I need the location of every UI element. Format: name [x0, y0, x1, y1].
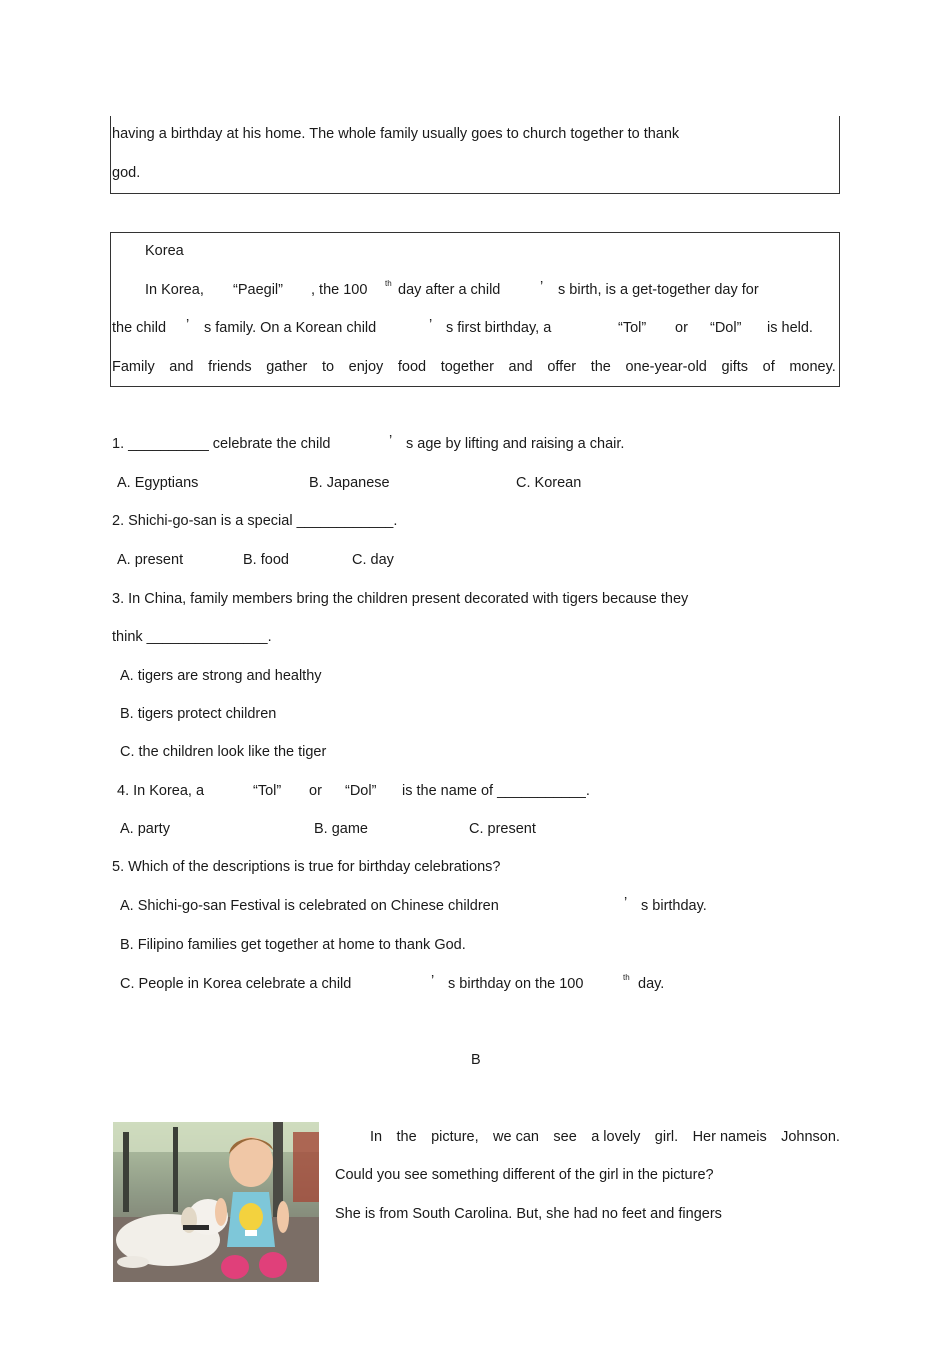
passage-line: god. [112, 165, 141, 181]
korea-text: “Paegil” [233, 282, 283, 298]
word: the [590, 359, 611, 375]
q2-option-c: C. day [352, 552, 394, 568]
korea-text: s family. On a Korean child [204, 320, 377, 336]
korea-text: ’ [429, 317, 433, 333]
q4-option-a: A. party [120, 821, 170, 837]
korea-text: “Tol” [618, 320, 647, 336]
section-b-line: Could you see something different of the girl in the picture? [335, 1167, 714, 1183]
word: the [396, 1129, 417, 1145]
korea-text: , the 100 [311, 282, 368, 298]
word: to [321, 359, 335, 375]
word: and [169, 359, 194, 375]
question-4: or [309, 783, 322, 799]
word: of [762, 359, 775, 375]
korea-text: the child [112, 320, 167, 336]
word: offer [547, 359, 577, 375]
q2-option-a: A. present [117, 552, 184, 568]
passage-line: having a birthday at his home. The whole family usually goes to church together to thank [112, 126, 680, 142]
section-b-line: She is from South Carolina. But, she had no feet and fingers [335, 1206, 722, 1222]
q5-option-c: s birthday on the 100 [448, 976, 584, 992]
question-1: ’ [389, 433, 393, 449]
superscript: th [623, 973, 630, 982]
superscript: th [385, 279, 392, 288]
q4-option-c: C. present [469, 821, 536, 837]
question-4: “Dol” [345, 783, 377, 799]
word: together [440, 359, 494, 375]
question-4: 4. In Korea, a [117, 783, 205, 799]
q4-option-b: B. game [314, 821, 368, 837]
korea-text: is held. [767, 320, 813, 336]
word: and [508, 359, 533, 375]
korea-text: ’ [186, 317, 190, 333]
q1-option-a: A. Egyptians [117, 475, 199, 491]
q2-option-b: B. food [243, 552, 289, 568]
korea-text: ’ [540, 279, 544, 295]
question-3: 3. In China, family members bring the children present decorated with tigers because they [112, 591, 689, 607]
q5-option-c: C. People in Korea celebrate a child [120, 976, 352, 992]
word: girl. [654, 1129, 679, 1145]
q1-option-c: C. Korean [516, 475, 582, 491]
word: one-year-old [625, 359, 707, 375]
question-1: 1. __________ celebrate the child [112, 436, 331, 452]
section-label: B [471, 1052, 481, 1068]
q3-option-c: C. the children look like the tiger [120, 744, 327, 760]
word: food [397, 359, 427, 375]
section-b-justified-line [335, 1128, 840, 1146]
q5-option-c: ’ [431, 973, 435, 989]
question-1: s age by lifting and raising a chair. [406, 436, 625, 452]
word: money. [789, 359, 836, 375]
girl-with-puppy-photo [113, 1122, 319, 1282]
question-2: 2. Shichi-go-san is a special ____________. [112, 513, 398, 529]
question-4: is the name of ___________. [402, 783, 590, 799]
q1-option-b: B. Japanese [309, 475, 390, 491]
korea-text: day after a child [398, 282, 501, 298]
q3-option-b: B. tigers protect children [120, 706, 277, 722]
korea-text: or [675, 320, 688, 336]
question-3: think _______________. [112, 629, 272, 645]
q5-option-b: B. Filipino families get together at home to thank God. [120, 937, 466, 953]
word: see [553, 1129, 577, 1145]
word: enjoy [348, 359, 384, 375]
q5-option-a: s birthday. [641, 898, 707, 914]
korea-text: “Dol” [710, 320, 742, 336]
word: Family [112, 359, 155, 375]
q5-option-a: A. Shichi-go-san Festival is celebrated on Chinese children [120, 898, 499, 914]
word: picture, [431, 1129, 479, 1145]
word: gifts [721, 359, 749, 375]
q3-option-a: A. tigers are strong and healthy [120, 668, 322, 684]
korea-justified-line [112, 358, 836, 376]
word: Johnson. [781, 1129, 840, 1145]
korea-text: s first birthday, a [446, 320, 552, 336]
q5-option-c: day. [638, 976, 665, 992]
question-5: 5. Which of the descriptions is true for birthday celebrations? [112, 859, 501, 875]
word: friends [208, 359, 252, 375]
word: a lovely [591, 1129, 641, 1145]
q5-option-a: ’ [624, 895, 628, 911]
korea-heading: Korea [145, 243, 184, 259]
korea-text: s birth, is a get-together day for [558, 282, 759, 298]
word: gather [266, 359, 308, 375]
korea-text: In Korea, [145, 282, 204, 298]
word: In [370, 1129, 383, 1145]
word: Her nameis [692, 1129, 767, 1145]
word: we can [493, 1129, 539, 1145]
question-4: “Tol” [253, 783, 282, 799]
